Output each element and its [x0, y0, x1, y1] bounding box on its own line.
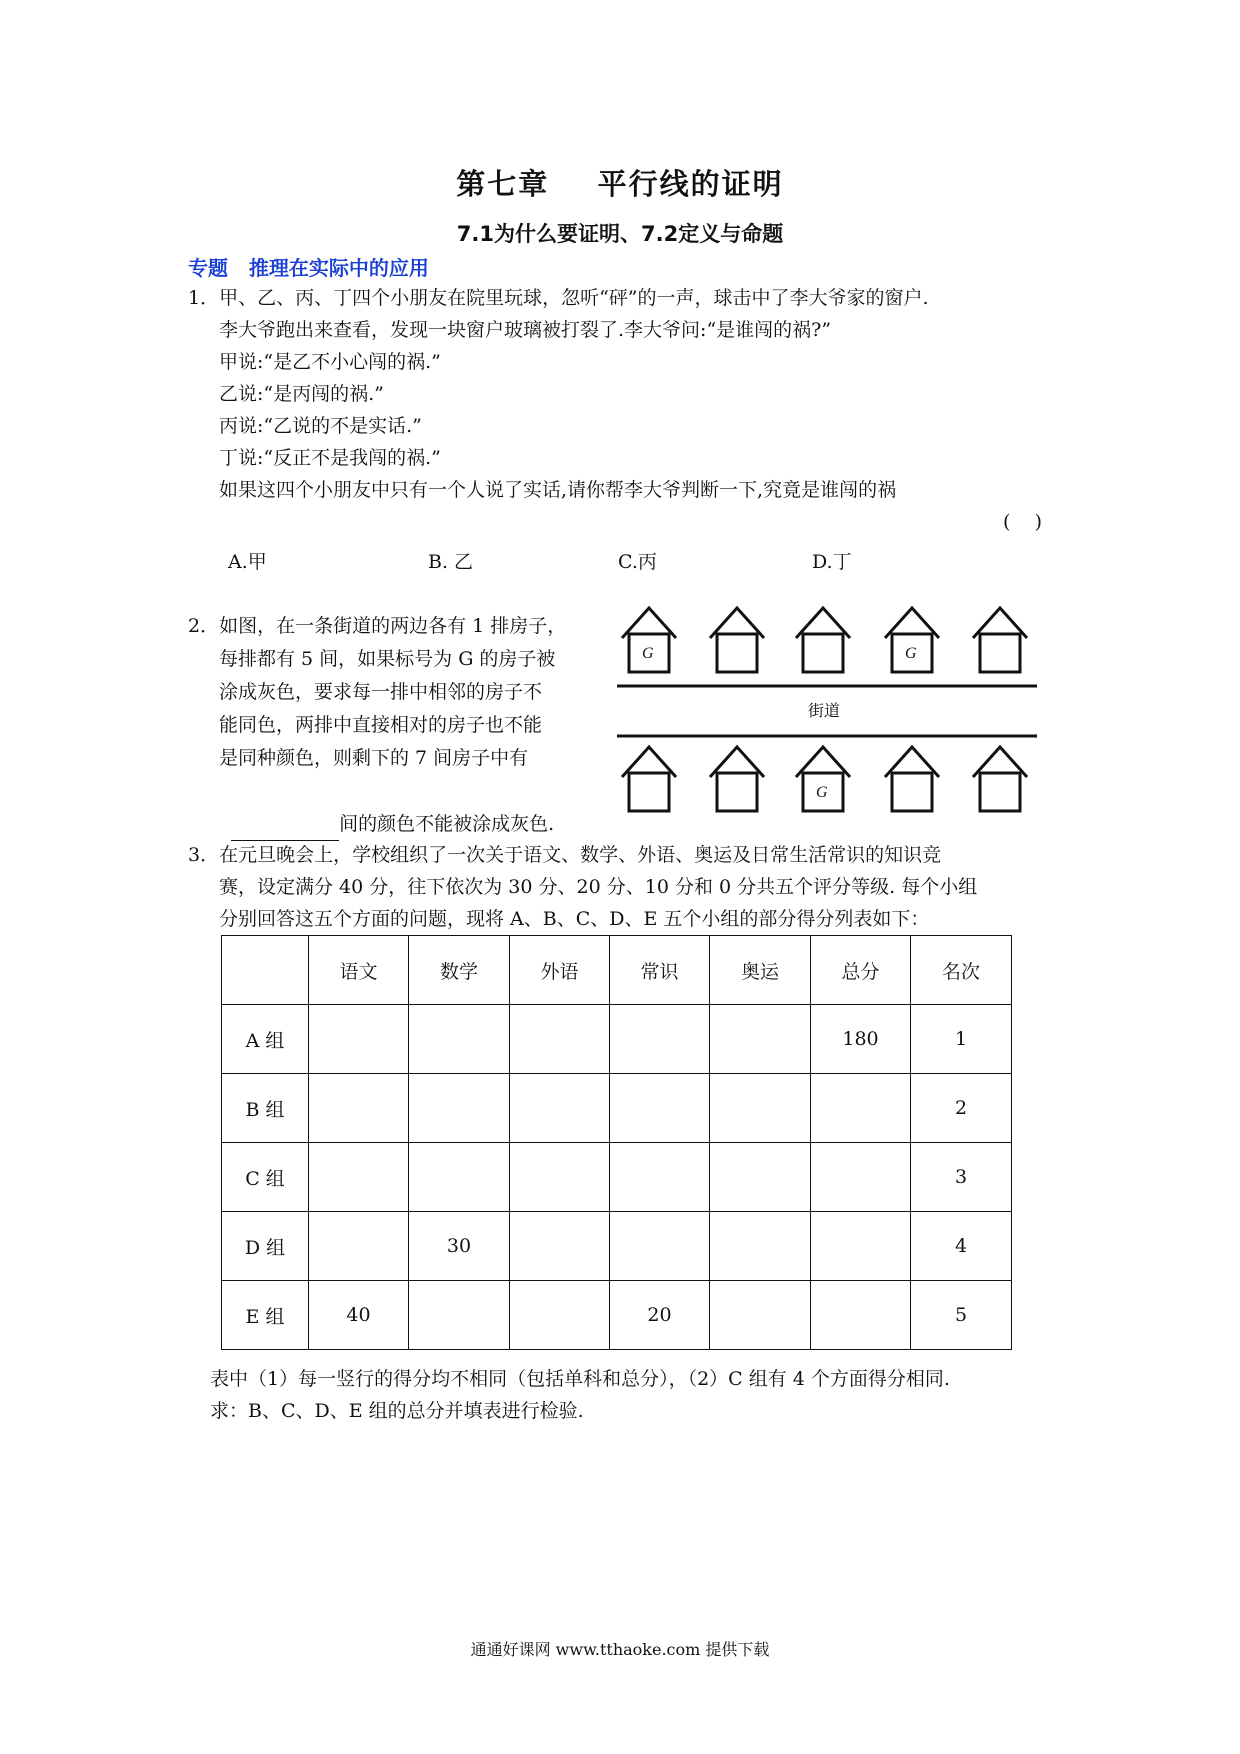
table-cell	[710, 1212, 811, 1281]
table-row	[222, 1281, 1012, 1350]
house-icon	[796, 608, 850, 672]
q3-after-line: 求：B、C、D、E 组的总分并填表进行检验.	[210, 1400, 584, 1422]
table-header-cell: 外语	[510, 936, 610, 1005]
table-header-row	[222, 936, 1012, 1005]
table-cell: A 组	[222, 1005, 309, 1074]
house-icon	[973, 608, 1027, 672]
q3-line: 分别回答这五个方面的问题，现将 A、B、C、D、E 五个小组的部分得分列表如下：	[219, 908, 930, 930]
q1-line: 1．甲、乙、丙、丁四个小朋友在院里玩球，忽听“砰”的一声，球击中了李大爷家的窗户.	[188, 287, 929, 309]
table-cell	[710, 1074, 811, 1143]
table-cell	[811, 1281, 911, 1350]
table-cell	[409, 1143, 510, 1212]
table-cell: 4	[911, 1212, 1012, 1281]
table-cell: B 组	[222, 1074, 309, 1143]
table-cell: 1	[911, 1005, 1012, 1074]
footer-source: 通通好课网 www.tthaoke.com 提供下载	[470, 1640, 770, 1659]
table-cell	[510, 1074, 610, 1143]
answer-blank[interactable]	[231, 820, 339, 841]
street-label: 街道	[808, 701, 841, 720]
q1-line: 甲说:“是乙不小心闯的祸.”	[219, 351, 441, 373]
q2-line-suffix: 间的颜色不能被涂成灰色.	[339, 813, 555, 835]
table-header-cell: 数学	[409, 936, 510, 1005]
q2-line: 能同色，两排中直接相对的房子也不能	[219, 714, 543, 736]
house-icon	[973, 747, 1027, 811]
table-cell	[610, 1212, 710, 1281]
house-icon	[710, 747, 764, 811]
table-cell: D 组	[222, 1212, 309, 1281]
topic-heading: 专题 推理在实际中的应用	[188, 256, 429, 280]
table-cell: 20	[610, 1281, 710, 1350]
table-row	[222, 1143, 1012, 1212]
q1-line: 李大爷跑出来查看，发现一块窗户玻璃被打裂了.李大爷问:“是谁闯的祸?”	[219, 319, 832, 341]
q1-line: 丙说:“乙说的不是实话.”	[219, 415, 422, 437]
house-icon	[885, 608, 939, 672]
q2-line: 2．如图，在一条街道的两边各有 1 排房子，	[188, 615, 567, 637]
table-cell: E 组	[222, 1281, 309, 1350]
table-cell: 40	[309, 1281, 409, 1350]
table-cell	[309, 1074, 409, 1143]
q1-option-d: D.丁	[812, 551, 852, 573]
house-icon	[885, 747, 939, 811]
table-cell	[510, 1281, 610, 1350]
table-cell	[309, 1005, 409, 1074]
street-houses-figure	[612, 600, 1042, 825]
q2-line: 每排都有 5 间，如果标号为 G 的房子被	[219, 648, 556, 670]
q1-line: 丁说:“反正不是我闯的祸.”	[219, 447, 441, 469]
q3-after-line: 表中（1）每一竖行的得分均不相同（包括单科和总分），（2）C 组有 4 个方面得分相同.	[210, 1368, 950, 1390]
q1-option-c: C.丙	[618, 551, 657, 573]
house-icon	[796, 747, 850, 811]
table-cell	[409, 1281, 510, 1350]
house-label-g: G	[905, 645, 917, 662]
q2-line-last	[219, 775, 554, 841]
table-cell	[309, 1143, 409, 1212]
table-cell	[811, 1143, 911, 1212]
table-header-cell: 奥运	[710, 936, 811, 1005]
table-cell: 2	[911, 1074, 1012, 1143]
table-cell: 5	[911, 1281, 1012, 1350]
table-cell: 180	[811, 1005, 911, 1074]
chapter-title: 第七章 平行线的证明	[456, 167, 784, 201]
table-cell: 3	[911, 1143, 1012, 1212]
table-cell: 30	[409, 1212, 510, 1281]
house-icon	[622, 608, 676, 672]
table-header-cell	[222, 936, 309, 1005]
q1-option-b: B. 乙	[428, 551, 474, 573]
q2-line: 是同种颜色，则剩下的 7 间房子中有	[219, 747, 529, 769]
q3-line: 3．在元旦晚会上，学校组织了一次关于语文、数学、外语、奥运及日常生活常识的知识竞	[188, 844, 942, 866]
table-cell	[710, 1143, 811, 1212]
house-label-g: G	[642, 645, 654, 662]
table-cell: C 组	[222, 1143, 309, 1212]
table-header-cell: 总分	[811, 936, 911, 1005]
table-cell	[610, 1005, 710, 1074]
house-label-g: G	[816, 784, 828, 801]
table-row	[222, 1212, 1012, 1281]
table-row	[222, 1074, 1012, 1143]
q1-option-a: A.甲	[228, 551, 267, 573]
table-cell	[811, 1074, 911, 1143]
table-cell	[710, 1281, 811, 1350]
table-cell	[610, 1074, 710, 1143]
answer-bracket: ( )	[1003, 511, 1042, 533]
q1-line: 如果这四个小朋友中只有一个人说了实话,请你帮李大爷判断一下,究竟是谁闯的祸	[219, 479, 897, 501]
q1-line: 乙说:“是丙闯的祸.”	[219, 383, 384, 405]
q2-line: 涂成灰色，要求每一排中相邻的房子不	[219, 681, 543, 703]
table-cell	[409, 1074, 510, 1143]
table-cell	[610, 1143, 710, 1212]
table-cell	[510, 1143, 610, 1212]
section-subtitle: 7.1为什么要证明、7.2定义与命题	[456, 222, 784, 246]
table-cell	[409, 1005, 510, 1074]
table-header-cell: 名次	[911, 936, 1012, 1005]
score-table	[221, 935, 1012, 1350]
house-icon	[710, 608, 764, 672]
table-cell	[811, 1212, 911, 1281]
table-cell	[710, 1005, 811, 1074]
table-cell	[510, 1005, 610, 1074]
table-row	[222, 1005, 1012, 1074]
house-icon	[622, 747, 676, 811]
q3-line: 赛，设定满分 40 分，往下依次为 30 分、20 分、10 分和 0 分共五个评分等级. 每个小组	[219, 876, 978, 898]
table-header-cell: 语文	[309, 936, 409, 1005]
table-header-cell: 常识	[610, 936, 710, 1005]
table-cell	[309, 1212, 409, 1281]
table-cell	[510, 1212, 610, 1281]
